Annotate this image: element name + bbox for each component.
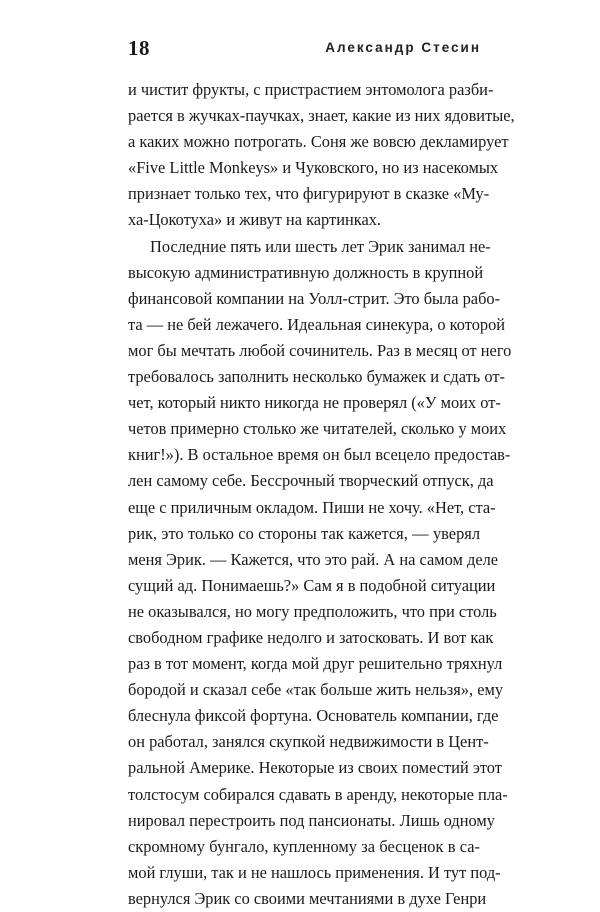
text-line: раз в тот момент, когда мой друг решительно тряхнул	[128, 654, 503, 674]
text-line: лен самому себе. Бессрочный творческий отпуск, да	[128, 471, 494, 491]
text-line: признает только тех, что фигурируют в сказке «Му-	[128, 184, 490, 204]
text-line: меня Эрик. — Кажется, что это рай. А на самом деле	[128, 549, 499, 569]
text-line: а каких можно потрогать. Соня же вовсю декламирует	[128, 132, 509, 152]
text-line: требовалось заполнить несколько бумажек и сдать от-	[128, 367, 505, 387]
text-line: сущий ад. Понимаешь?» Сам я в подобной ситуации	[128, 575, 496, 595]
text-line: ральной Америке. Некоторые из своих поместий этот	[128, 758, 502, 778]
text-line: толстосум собирался сдавать в аренду, некоторые пла-	[128, 784, 508, 804]
text-line: четов примерно столько же читателей, сколько у моих	[128, 419, 507, 439]
text-line: чет, который никто никогда не проверял («У моих от-	[128, 393, 501, 413]
text-line: блеснула фиксой фортуна. Основатель компании, где	[128, 706, 499, 726]
text-line: мог бы мечтать любой сочинитель. Раз в месяц от него	[128, 340, 512, 360]
text-line: книг!»). В остальное время он был всецело предостав-	[128, 445, 511, 465]
text-line: свободном графике недолго и затосковать. И вот как	[128, 627, 494, 647]
text-line: рик, это только со стороны так кажется, — уверял	[128, 523, 480, 543]
text-line: «Five Little Monkeys» и Чуковского, но из насекомых	[128, 158, 499, 178]
text-line: не оказывался, но могу предположить, что при столь	[128, 601, 497, 621]
text-line: и чистит фрукты, с пристрастием энтомолога разби-	[128, 80, 494, 99]
running-head-author: Александр Стесин	[325, 40, 481, 55]
paragraph-first-line: Последние пять или шесть лет Эрик занимал не-	[150, 236, 491, 256]
text-line: еще с приличным окладом. Пиши не хочу. «Нет, ста-	[128, 497, 496, 517]
text-line: бородой и сказал себе «так больше жить нельзя», ему	[128, 680, 504, 700]
body-text	[128, 77, 515, 912]
text-line: скромному бунгало, купленному за бесценок в са-	[128, 836, 480, 856]
text-line: рается в жучках-паучках, знает, какие из них ядовитые,	[128, 106, 515, 126]
text-line: нировал перестроить под пансионаты. Лишь одному	[128, 810, 495, 830]
text-line: та — не бей лежачего. Идеальная синекура, о которой	[128, 314, 506, 334]
text-line: высокую административную должность в крупной	[128, 262, 484, 282]
text-line: вернулся Эрик со своими мечтаниями в духе Генри	[128, 888, 487, 908]
page-number: 18	[128, 36, 150, 60]
text-line: мой глуши, так и не нашлось применения. И тут под-	[128, 862, 501, 882]
text-line: финансовой компании на Уолл-стрит. Это была рабо-	[128, 288, 501, 308]
text-line: он работал, занялся скупкой недвижимости в Цент-	[128, 732, 489, 752]
text-line: ха-Цокотуха» и живут на картинках.	[128, 210, 382, 230]
